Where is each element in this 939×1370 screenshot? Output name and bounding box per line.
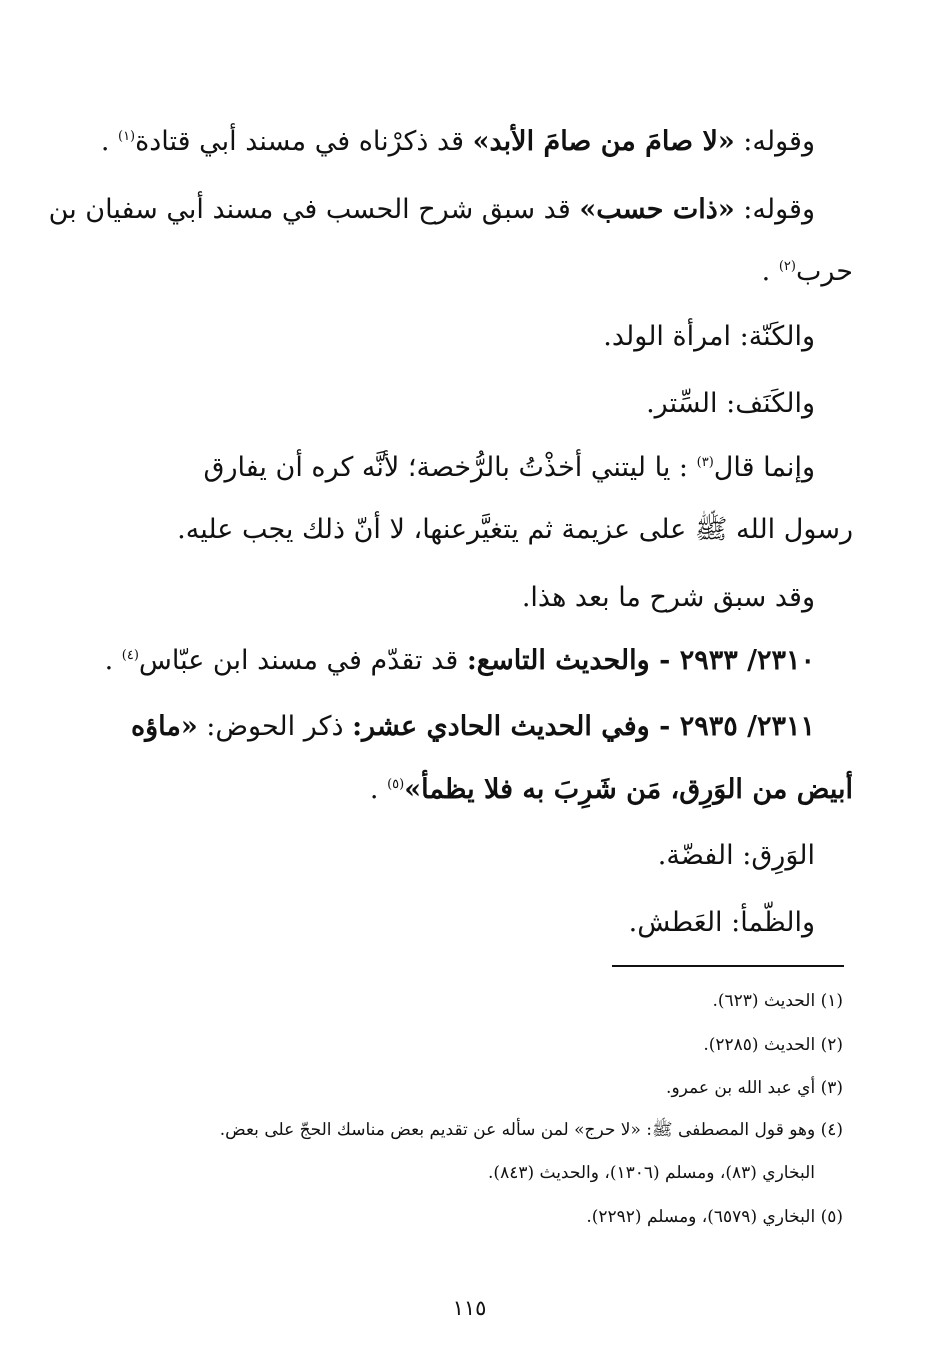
text-line-6 (204, 448, 815, 488)
line-text: قد تقدّم في مسند ابن عبّاس (138, 645, 467, 676)
text-line-8 (522, 578, 815, 618)
footnote-4: (٤) وهو قول المصطفى ﷺ: «لا حرج» لمن سأله عن تقديم بعض مناسك الحجّ على بعض. (219, 1120, 843, 1140)
line-end: . (104, 645, 122, 676)
text-line-4 (603, 317, 815, 357)
hadith-number-heading: ٢٣١١/ ٢٩٣٥ - وفي الحديث الحادي عشر: (352, 711, 815, 742)
footnote-marker: (٤) (121, 648, 139, 663)
footnote-1: (١) الحديث (٦٢٣). (712, 991, 843, 1011)
line-text: وقد سبق شرح ما بعد هذا. (521, 582, 815, 613)
footnote-marker: (٣) (696, 455, 714, 470)
footnote-marker: (٥) (387, 777, 405, 792)
text-line-10 (131, 707, 815, 747)
hadith-quote: «لا صامَ من صامَ الأبد» (472, 126, 735, 157)
line-end: . (761, 256, 779, 287)
lead-text: وقوله: (734, 126, 815, 157)
hadith-quote: أبيض من الوَرِق، مَن شَرِبَ به فلا يظمأ» (404, 774, 853, 805)
line-text: : يا ليتني أخذْتُ بالرُّخصة؛ لأنَّه كره أن يفارق (203, 452, 697, 483)
lead-text: وإنما قال (713, 452, 815, 483)
text-line-7 (177, 510, 853, 550)
footnote-5: (٥) البخاري (٦٥٧٩)، ومسلم (٢٢٩٢). (586, 1207, 843, 1227)
lead-text: وقوله: (734, 194, 815, 225)
footnote-marker: (١) (117, 129, 136, 144)
text-line-3 (762, 252, 853, 292)
line-text: والكَنَف: السِّتر. (646, 388, 815, 419)
text-line-2 (49, 190, 815, 230)
footnote-separator (612, 965, 844, 967)
page-number: ١١٥ (452, 1296, 487, 1320)
footnote-marker: (٢) (778, 259, 796, 274)
text-line-9 (105, 641, 815, 681)
text-line-13 (629, 903, 815, 943)
line-text: والكَنّة: امرأة الولد. (603, 321, 815, 352)
footnote-3: (٣) أي عبد الله بن عمرو. (666, 1078, 843, 1098)
hadith-quote: «ذات حسب» (579, 194, 735, 225)
line-text: الوَرِق: الفضّة. (657, 840, 815, 871)
line-text: حرب (795, 256, 853, 287)
line-text: قد سبق شرح الحسب في مسند أبي سفيان بن (48, 194, 580, 225)
footnote-2: (٢) الحديث (٢٢٨٥). (703, 1035, 843, 1055)
line-text: والظّمأ: العَطش. (628, 907, 815, 938)
line-text: رسول الله ﷺ على عزيمة ثم يتغيَّرعنها، لا أنّ ذلك يجب عليه. (177, 514, 853, 545)
hadith-quote: «ماؤه (130, 711, 198, 742)
footnote-4-continuation: البخاري (٨٣)، ومسلم (١٣٠٦)، والحديث (٨٤٣). (488, 1163, 815, 1183)
text-line-12 (658, 836, 815, 876)
hadith-number-heading: ٢٣١٠/ ٢٩٣٣ - والحديث التاسع: (466, 645, 815, 676)
line-end: . (100, 126, 118, 157)
line-text: قد ذكرْناه في مسند أبي قتادة (135, 126, 473, 157)
text-line-1 (101, 122, 815, 162)
line-text: ذكر الحوض: (197, 711, 353, 742)
line-end: . (369, 774, 388, 805)
text-line-5 (646, 384, 815, 424)
text-line-11 (370, 770, 853, 810)
